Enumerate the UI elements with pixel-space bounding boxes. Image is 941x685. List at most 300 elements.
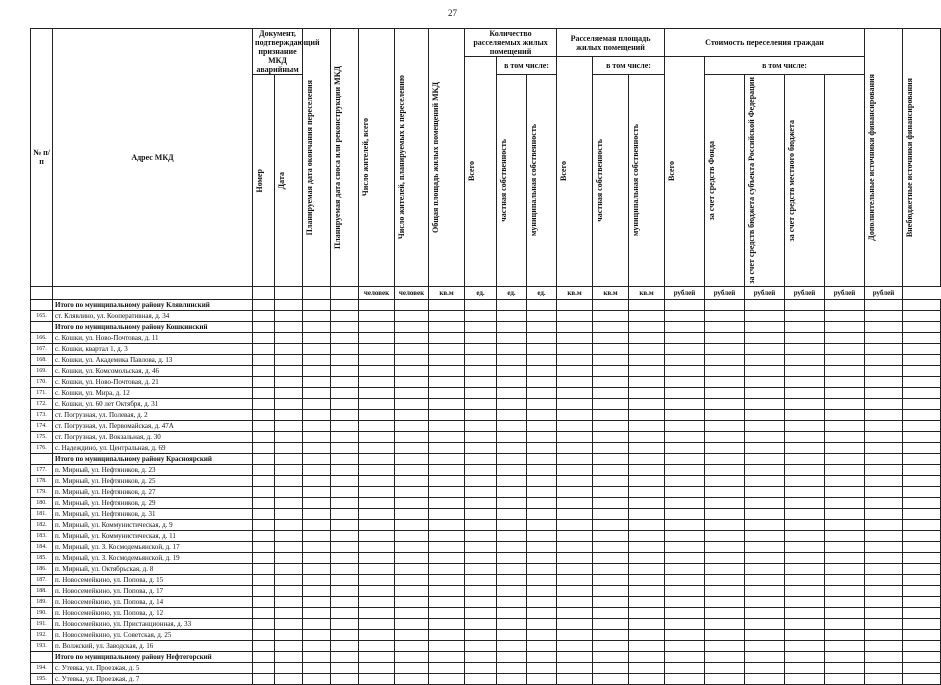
row-address: с. Кошки, квартал 1, д. 3	[53, 343, 253, 354]
value-cell	[903, 420, 941, 431]
value-cell	[745, 442, 785, 453]
value-cell	[331, 398, 359, 409]
value-cell	[395, 310, 429, 321]
value-cell	[785, 530, 825, 541]
value-cell	[705, 618, 745, 629]
row-number: 195.	[31, 673, 53, 684]
value-cell	[629, 453, 665, 464]
unit-cell: кв.м	[629, 286, 665, 299]
value-cell	[665, 365, 705, 376]
value-cell	[745, 662, 785, 673]
value-cell	[705, 497, 745, 508]
value-cell	[359, 497, 395, 508]
value-cell	[497, 530, 527, 541]
value-cell	[359, 475, 395, 486]
value-cell	[865, 453, 903, 464]
value-cell	[275, 618, 303, 629]
value-cell	[557, 354, 593, 365]
value-cell	[465, 464, 497, 475]
value-cell	[497, 563, 527, 574]
unit-cell: человек	[359, 286, 395, 299]
value-cell	[359, 662, 395, 673]
value-cell	[253, 596, 275, 607]
value-cell	[745, 332, 785, 343]
value-cell	[665, 618, 705, 629]
value-cell	[705, 376, 745, 387]
value-cell	[253, 563, 275, 574]
value-cell	[665, 376, 705, 387]
value-cell	[527, 299, 557, 310]
value-cell	[557, 552, 593, 563]
value-cell	[303, 662, 331, 673]
header-extrabudget: Внебюджетные источники финансирования	[905, 77, 915, 237]
value-cell	[705, 387, 745, 398]
row-address: п. Мирный, ул. Коммунистическая, д. 9	[53, 519, 253, 530]
value-cell	[705, 629, 745, 640]
value-cell	[745, 321, 785, 332]
value-cell	[593, 321, 629, 332]
value-cell	[429, 321, 465, 332]
value-cell	[593, 640, 629, 651]
value-cell	[705, 662, 745, 673]
value-cell	[629, 519, 665, 530]
header-area-municipal: муниципальная собственность	[631, 124, 641, 237]
value-cell	[303, 629, 331, 640]
value-cell	[865, 409, 903, 420]
value-cell	[593, 387, 629, 398]
value-cell	[825, 618, 865, 629]
value-cell	[629, 321, 665, 332]
value-cell	[331, 310, 359, 321]
value-cell	[629, 552, 665, 563]
value-cell	[665, 541, 705, 552]
row-address: п. Новосемейкино, ул. Попова, д. 17	[53, 585, 253, 596]
value-cell	[275, 387, 303, 398]
value-cell	[497, 475, 527, 486]
value-cell	[745, 376, 785, 387]
value-cell	[331, 651, 359, 662]
value-cell	[593, 486, 629, 497]
unit-cell: рублей	[665, 286, 705, 299]
row-number: 171.	[31, 387, 53, 398]
value-cell	[359, 442, 395, 453]
row-address: п. Мирный, ул. З. Космодемьянской, д. 19	[53, 552, 253, 563]
value-cell	[527, 607, 557, 618]
value-cell	[331, 332, 359, 343]
value-cell	[303, 530, 331, 541]
value-cell	[705, 563, 745, 574]
row-address: п. Новосемейкино, ул. Попова, д. 15	[53, 574, 253, 585]
value-cell	[303, 376, 331, 387]
header-cost-budget-local: за счет средств местного бюджета	[787, 119, 797, 242]
value-cell	[429, 365, 465, 376]
value-cell	[465, 618, 497, 629]
value-cell	[253, 497, 275, 508]
unit-cell: кв.м	[557, 286, 593, 299]
value-cell	[705, 409, 745, 420]
value-cell	[593, 585, 629, 596]
value-cell	[865, 563, 903, 574]
value-cell	[303, 640, 331, 651]
table-row	[31, 640, 941, 651]
value-cell	[557, 651, 593, 662]
row-number: 187.	[31, 574, 53, 585]
value-cell	[665, 486, 705, 497]
value-cell	[785, 486, 825, 497]
value-cell	[303, 354, 331, 365]
value-cell	[465, 398, 497, 409]
value-cell	[593, 409, 629, 420]
header-area-private: частная собственность	[595, 138, 605, 222]
value-cell	[429, 431, 465, 442]
value-cell	[903, 530, 941, 541]
value-cell	[331, 409, 359, 420]
row-number: 168.	[31, 354, 53, 365]
value-cell	[629, 431, 665, 442]
value-cell	[557, 541, 593, 552]
value-cell	[903, 519, 941, 530]
row-number: 167.	[31, 343, 53, 354]
value-cell	[331, 442, 359, 453]
value-cell	[527, 552, 557, 563]
value-cell	[253, 365, 275, 376]
value-cell	[253, 475, 275, 486]
value-cell	[303, 607, 331, 618]
value-cell	[903, 442, 941, 453]
value-cell	[303, 541, 331, 552]
value-cell	[557, 321, 593, 332]
value-cell	[825, 310, 865, 321]
value-cell	[557, 332, 593, 343]
value-cell	[497, 596, 527, 607]
value-cell	[331, 629, 359, 640]
value-cell	[527, 453, 557, 464]
value-cell	[629, 420, 665, 431]
value-cell	[303, 365, 331, 376]
row-address: п. Мирный, ул. Нефтяников, д. 27	[53, 486, 253, 497]
value-cell	[745, 464, 785, 475]
unit-cell: человек	[395, 286, 429, 299]
value-cell	[253, 354, 275, 365]
value-cell	[785, 365, 825, 376]
value-cell	[865, 640, 903, 651]
value-cell	[557, 530, 593, 541]
value-cell	[593, 376, 629, 387]
value-cell	[865, 376, 903, 387]
value-cell	[825, 640, 865, 651]
value-cell	[303, 299, 331, 310]
value-cell	[593, 574, 629, 585]
row-address: с. Кошки, ул. Комсомольская, д. 46	[53, 365, 253, 376]
value-cell	[557, 629, 593, 640]
value-cell	[395, 332, 429, 343]
value-cell	[331, 618, 359, 629]
value-cell	[275, 508, 303, 519]
value-cell	[253, 651, 275, 662]
value-cell	[303, 464, 331, 475]
value-cell	[253, 640, 275, 651]
value-cell	[429, 673, 465, 684]
value-cell	[903, 552, 941, 563]
value-cell	[303, 563, 331, 574]
value-cell	[557, 497, 593, 508]
value-cell	[395, 519, 429, 530]
value-cell	[465, 409, 497, 420]
value-cell	[395, 585, 429, 596]
table-row	[31, 365, 941, 376]
value-cell	[429, 343, 465, 354]
value-cell	[825, 662, 865, 673]
value-cell	[705, 508, 745, 519]
value-cell	[275, 398, 303, 409]
value-cell	[331, 365, 359, 376]
value-cell	[253, 376, 275, 387]
value-cell	[303, 475, 331, 486]
value-cell	[429, 442, 465, 453]
value-cell	[705, 530, 745, 541]
value-cell	[629, 475, 665, 486]
value-cell	[253, 585, 275, 596]
resettlement-table	[30, 28, 941, 685]
value-cell	[745, 541, 785, 552]
value-cell	[665, 629, 705, 640]
value-cell	[903, 475, 941, 486]
row-number: 177.	[31, 464, 53, 475]
value-cell	[465, 497, 497, 508]
row-address: с. Утевка, ул. Проезжая, д. 5	[53, 662, 253, 673]
value-cell	[303, 387, 331, 398]
value-cell	[527, 310, 557, 321]
value-cell	[429, 409, 465, 420]
value-cell	[825, 596, 865, 607]
value-cell	[557, 662, 593, 673]
value-cell	[865, 662, 903, 673]
value-cell	[527, 596, 557, 607]
value-cell	[497, 486, 527, 497]
value-cell	[665, 662, 705, 673]
value-cell	[745, 387, 785, 398]
value-cell	[331, 354, 359, 365]
value-cell	[785, 321, 825, 332]
unit-cell: рублей	[705, 286, 745, 299]
value-cell	[331, 431, 359, 442]
value-cell	[593, 420, 629, 431]
value-cell	[303, 651, 331, 662]
header-num: № п/п	[31, 29, 53, 287]
value-cell	[705, 343, 745, 354]
value-cell	[629, 310, 665, 321]
value-cell	[497, 431, 527, 442]
value-cell	[527, 574, 557, 585]
value-cell	[395, 530, 429, 541]
value-cell	[903, 398, 941, 409]
value-cell	[331, 508, 359, 519]
value-cell	[593, 541, 629, 552]
value-cell	[359, 332, 395, 343]
value-cell	[557, 475, 593, 486]
value-cell	[629, 486, 665, 497]
value-cell	[275, 574, 303, 585]
value-cell	[359, 673, 395, 684]
table-row	[31, 552, 941, 563]
value-cell	[785, 629, 825, 640]
value-cell	[825, 464, 865, 475]
value-cell	[825, 343, 865, 354]
value-cell	[629, 398, 665, 409]
value-cell	[665, 387, 705, 398]
row-number: 183.	[31, 530, 53, 541]
row-address: п. Мирный, ул. Нефтяников, д. 25	[53, 475, 253, 486]
value-cell	[903, 508, 941, 519]
value-cell	[593, 442, 629, 453]
value-cell	[665, 497, 705, 508]
value-cell	[465, 508, 497, 519]
value-cell	[825, 453, 865, 464]
value-cell	[359, 299, 395, 310]
value-cell	[825, 508, 865, 519]
value-cell	[395, 497, 429, 508]
value-cell	[557, 618, 593, 629]
table-row	[31, 398, 941, 409]
value-cell	[395, 651, 429, 662]
row-address: п. Мирный, ул. Нефтяников, д. 29	[53, 497, 253, 508]
value-cell	[359, 486, 395, 497]
value-cell	[429, 607, 465, 618]
value-cell	[465, 431, 497, 442]
value-cell	[705, 299, 745, 310]
value-cell	[527, 420, 557, 431]
row-number	[31, 321, 53, 332]
value-cell	[497, 541, 527, 552]
value-cell	[395, 387, 429, 398]
row-number: 172.	[31, 398, 53, 409]
value-cell	[825, 321, 865, 332]
row-number: 179.	[31, 486, 53, 497]
value-cell	[465, 530, 497, 541]
value-cell	[705, 431, 745, 442]
value-cell	[497, 398, 527, 409]
header-cost-including: в том числе:	[705, 57, 865, 75]
value-cell	[825, 629, 865, 640]
row-number: 181.	[31, 508, 53, 519]
value-cell	[903, 618, 941, 629]
value-cell	[557, 387, 593, 398]
header-cost-fund: за счет средств Фонда	[707, 140, 717, 221]
value-cell	[253, 673, 275, 684]
value-cell	[497, 464, 527, 475]
value-cell	[785, 574, 825, 585]
row-number: 189.	[31, 596, 53, 607]
value-cell	[593, 629, 629, 640]
value-cell	[395, 475, 429, 486]
value-cell	[785, 453, 825, 464]
value-cell	[785, 464, 825, 475]
value-cell	[629, 508, 665, 519]
value-cell	[903, 332, 941, 343]
value-cell	[785, 651, 825, 662]
value-cell	[275, 431, 303, 442]
table-row	[31, 310, 941, 321]
value-cell	[527, 343, 557, 354]
subtotal-row	[31, 321, 941, 332]
value-cell	[429, 574, 465, 585]
row-address: с. Кошки, ул. Ново-Почтовая, д. 11	[53, 332, 253, 343]
value-cell	[497, 519, 527, 530]
value-cell	[785, 497, 825, 508]
value-cell	[527, 354, 557, 365]
value-cell	[629, 332, 665, 343]
value-cell	[465, 651, 497, 662]
value-cell	[705, 453, 745, 464]
value-cell	[275, 662, 303, 673]
value-cell	[865, 420, 903, 431]
value-cell	[557, 365, 593, 376]
value-cell	[865, 431, 903, 442]
header-document: Документ, подтверждающий признание МКД аварийным	[253, 29, 303, 75]
value-cell	[629, 607, 665, 618]
value-cell	[527, 673, 557, 684]
value-cell	[303, 497, 331, 508]
row-number: 175.	[31, 431, 53, 442]
value-cell	[253, 486, 275, 497]
value-cell	[629, 464, 665, 475]
value-cell	[275, 299, 303, 310]
value-cell	[745, 651, 785, 662]
value-cell	[903, 563, 941, 574]
value-cell	[497, 651, 527, 662]
value-cell	[865, 321, 903, 332]
value-cell	[593, 497, 629, 508]
value-cell	[865, 618, 903, 629]
value-cell	[497, 409, 527, 420]
value-cell	[465, 563, 497, 574]
row-address: ст. Клявлино, ул. Кооперативная, д. 34	[53, 310, 253, 321]
row-number: 173.	[31, 409, 53, 420]
value-cell	[593, 354, 629, 365]
value-cell	[359, 596, 395, 607]
value-cell	[465, 376, 497, 387]
value-cell	[825, 365, 865, 376]
value-cell	[705, 332, 745, 343]
value-cell	[527, 585, 557, 596]
value-cell	[395, 596, 429, 607]
value-cell	[331, 299, 359, 310]
value-cell	[359, 321, 395, 332]
value-cell	[497, 497, 527, 508]
value-cell	[557, 607, 593, 618]
value-cell	[593, 607, 629, 618]
value-cell	[629, 365, 665, 376]
value-cell	[275, 409, 303, 420]
page-number: 27	[448, 8, 457, 18]
value-cell	[331, 497, 359, 508]
value-cell	[745, 354, 785, 365]
value-cell	[785, 596, 825, 607]
value-cell	[745, 310, 785, 321]
value-cell	[429, 310, 465, 321]
value-cell	[429, 486, 465, 497]
value-cell	[825, 651, 865, 662]
value-cell	[825, 376, 865, 387]
value-cell	[303, 585, 331, 596]
value-cell	[465, 321, 497, 332]
value-cell	[825, 541, 865, 552]
value-cell	[527, 662, 557, 673]
value-cell	[253, 442, 275, 453]
value-cell	[253, 431, 275, 442]
value-cell	[497, 629, 527, 640]
row-address: с. Кошки, ул. 60 лет Октября, д. 31	[53, 398, 253, 409]
